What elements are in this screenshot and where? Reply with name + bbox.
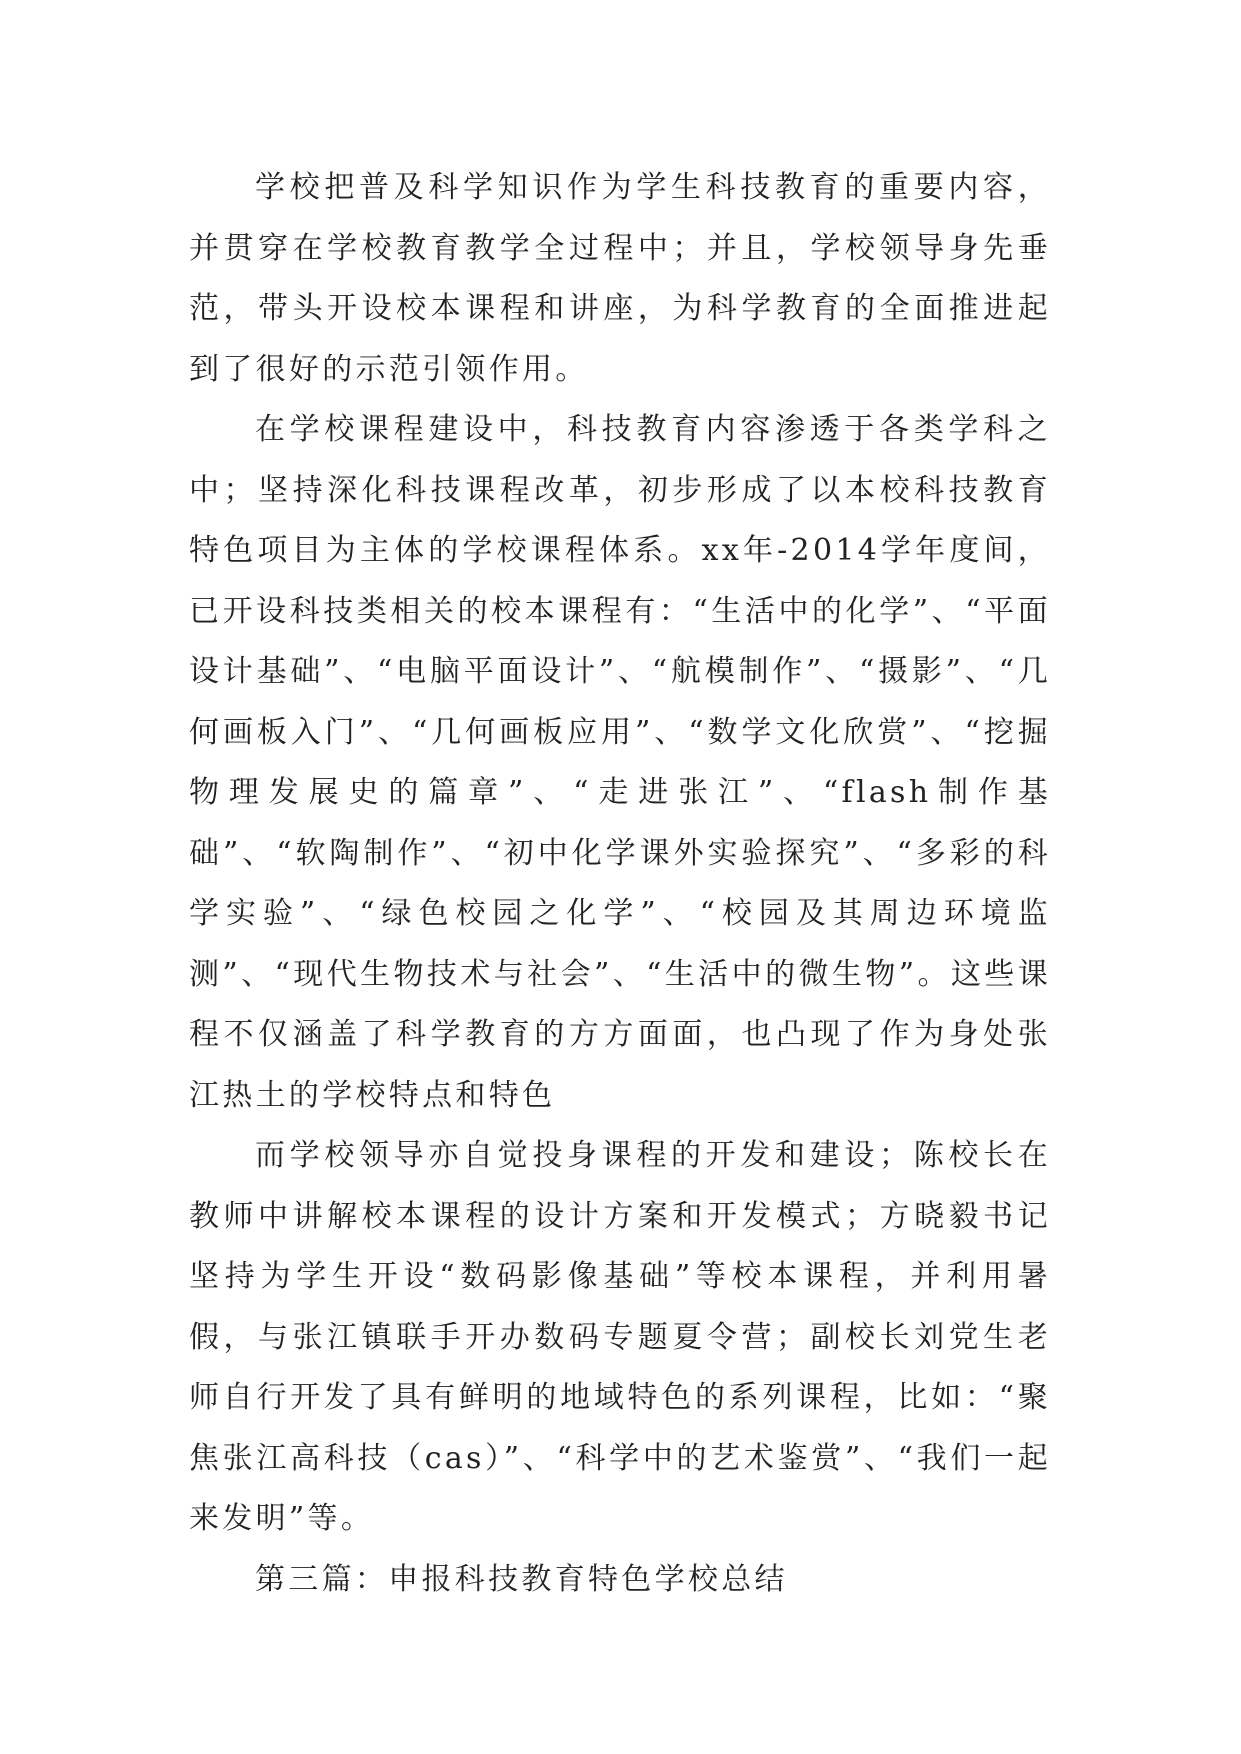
document-body [189, 158, 1051, 1610]
paragraph-science-knowledge: 学校把普及科学知识作为学生科技教育的重要内容，并贯穿在学校教育教学全过程中；并且，学校领导身先垂范，带头开设校本课程和讲座，为科学教育的全面推进起到了很好的示范引领作用。 [189, 170, 1051, 387]
paragraph-curriculum-construction: 在学校课程建设中，科技教育内容渗透于各类学科之中；坚持深化科技课程改革，初步形成了以本校科技教育特色项目为主体的学校课程体系。xx年-2014学年度间，已开设科技类相关的校本课程有：“生活中的化学”、“平面设计基础”、“电脑平面设计”、“航模制作”、“摄影”、“几何画板入门”、“几何画板应用”、“数学文化欣赏”、“挖掘物理发展史的篇章”、“走进张江”、“flash制作基础”、“软陶制作”、“初中化学课外实验探究”、“多彩的科学实验”、“绿色校园之化学”、“校园及其周边环境监测”、“现代生物技术与社会”、“生活中的微生物”。这些课程不仅涵盖了科学教育的方方面面，也凸现了作为身处张江热土的学校特点和特色 [189, 412, 1051, 1113]
section-heading: 第三篇：申报科技教育特色学校总结 [255, 1561, 788, 1597]
paragraph-leadership-courses: 而学校领导亦自觉投身课程的开发和建设；陈校长在教师中讲解校本课程的设计方案和开发模式；方晓毅书记坚持为学生开设“数码影像基础”等校本课程，并利用暑假，与张江镇联手开办数码专题夏令营；副校长刘党生老师自行开发了具有鲜明的地域特色的系列课程，比如：“聚焦张江高科技（cas）”、“科学中的艺术鉴赏”、“我们一起来发明”等。 [189, 1138, 1051, 1536]
